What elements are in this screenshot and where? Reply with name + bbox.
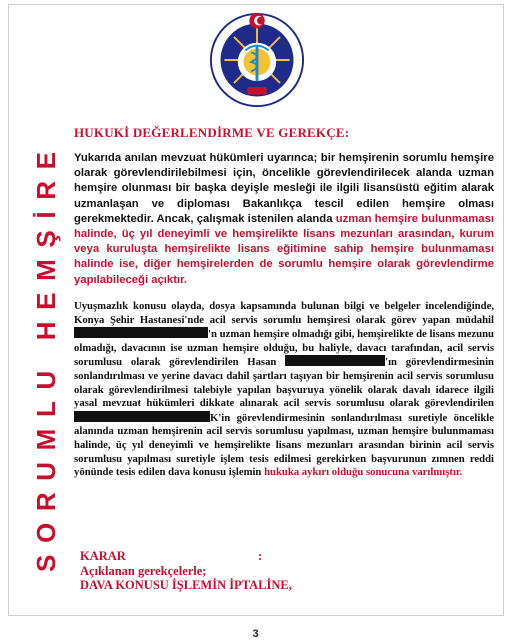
case-text-2: 'n uzman hemşire olmadığı gibi, hemşirelikte de lisans mezunu olmadığı, davacının ise uzman hemşire olduğu, bu haliyle, davacı tarafından, acil servis sorumlusu olarak görevlendirilen Hasan	[74, 328, 494, 369]
decision-verdict: DAVA KONUSU İŞLEMİN İPTALİNE,	[80, 578, 292, 592]
redacted-name	[285, 355, 385, 366]
decision-block	[80, 549, 480, 593]
redacted-name	[164, 327, 208, 338]
paragraph-evaluation	[74, 151, 494, 288]
decision-reason: Açıklanan gerekçelerle;	[80, 563, 207, 578]
decision-label: KARAR	[80, 549, 126, 563]
section-heading: HUKUKİ DEĞERLENDİRME VE GEREKÇE:	[74, 125, 350, 140]
side-title-text: SORUMLU HEMŞİRE	[31, 152, 61, 572]
union-emblem-icon	[209, 12, 305, 108]
paragraph-evaluation-highlight: uzman hemşire bulunmaması halinde, üç yıl deneyimli ve hemşirelikte lisans mezunları arasından, kurum veya kuruluşta hemşirelikte lisans eğitimine sahip hemşire bulunmaması halinde ise, diğer hemşirelerden de sorumlu hemşire olarak görevlendirme yapılabileceği açıktır.	[74, 212, 495, 286]
case-text-3: 'ın görevlendirmesinin sonlandırılması ve yerine davacı dahil şartları taşıyan bir hemşirenin acil servis sorumlusu olarak görevlendirilmesi talebiyle yapılan başvuruya yönelik olarak davalı idarece ilgili yasal mevzuat hükümleri dikkate alınarak acil servis sorumlusu olarak görevlendirilen	[74, 356, 494, 410]
page-number: 3	[252, 628, 259, 640]
case-text-4: K'in görevlendirmesinin sonlandırılması suretiyle öncelikle alanında uzman hemşirenin acil servis sorumlusu yapılması, uzman hemşire bulunmaması halinde, üç yıl deneyimli ve hemşirelikte lisans mezunları arasından birinin acil servis sorumlusu yapılması suretiyle işlem tesis edilmesi gerekirken başvurunun zımnen reddi yönünde tesis edilen dava konusu işlemin	[74, 411, 494, 479]
decision-colon: :	[258, 549, 263, 563]
paragraph-case	[74, 300, 494, 480]
case-text-1: Uyuşmazlık konusu olayda, dosya kapsamında bulunan bilgi ve belgeler incelendiğinde, Konya Şehir Hastanesi'nde acil servis sorumlu hemşiresi olarak görev yapan müdahil	[74, 300, 494, 326]
side-title	[28, 142, 64, 582]
redacted-name	[74, 327, 164, 338]
redacted-name	[74, 411, 210, 422]
case-conclusion: hukuka aykırı olduğu sonucuna varılmıştır.	[264, 466, 463, 479]
paragraph-evaluation-text: Yukarıda anılan mevzuat hükümleri uyarınca; bir hemşirenin sorumlu hemşire olarak görevlendirilebilmesi için, öncelikle görevlendirilecek alanda uzman hemşire olunması bir başka deyişle mesleği ile ilgili lisansüstü eğitim alarak uzmanlaşan ve diploması Bakanlıkça tescil edilen hemşire olması gerekmektedir. Ancak, çalışmak istenilen alanda	[74, 152, 494, 225]
